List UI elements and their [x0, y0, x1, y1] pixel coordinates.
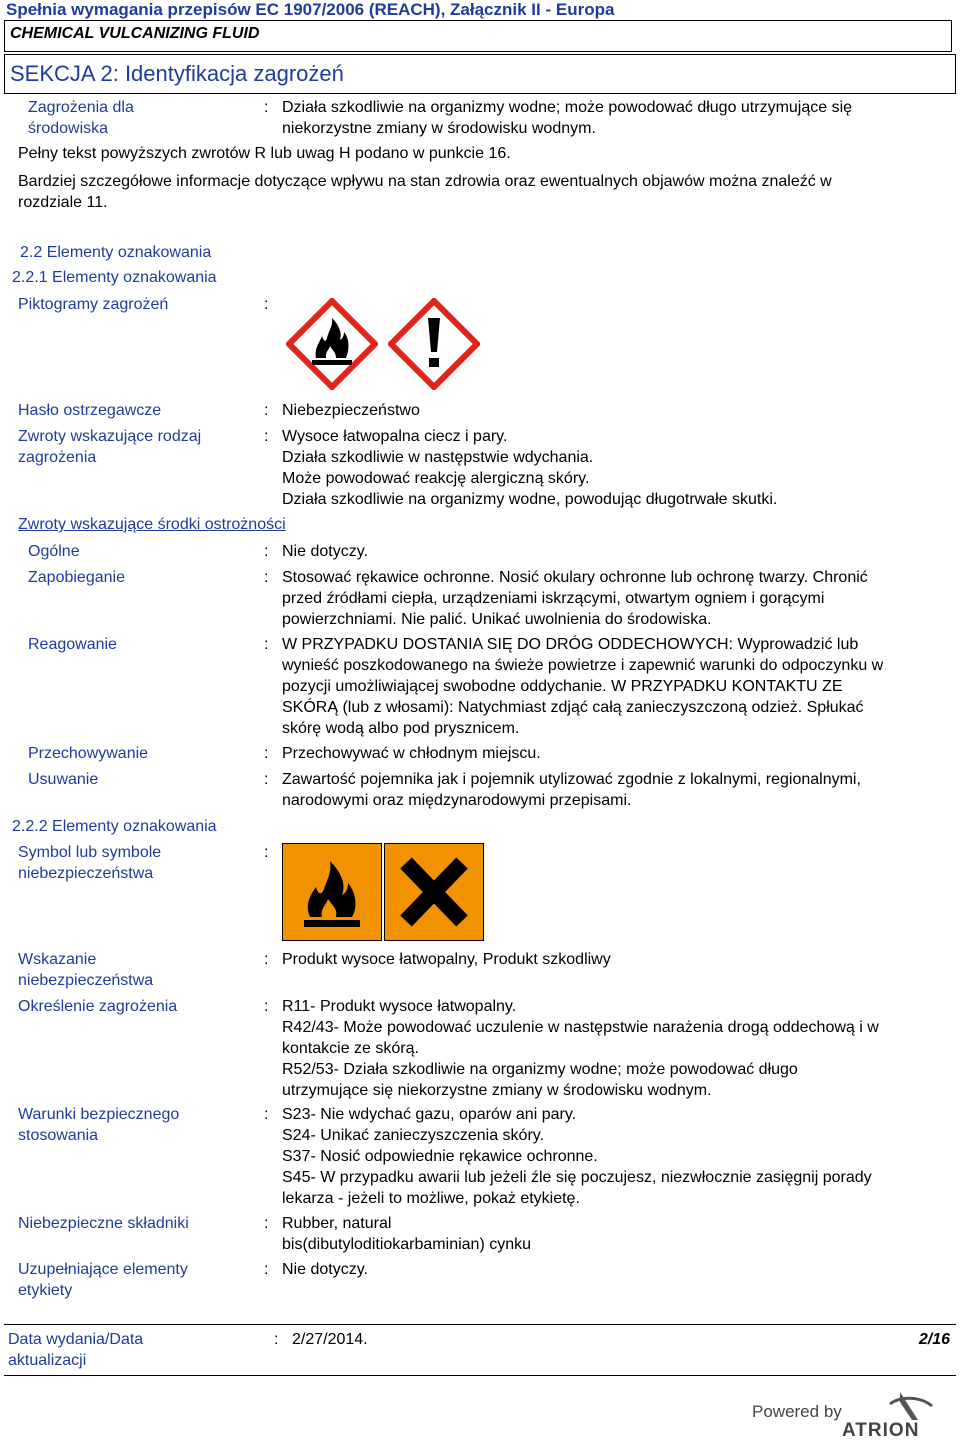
eu-harmful-icon — [384, 843, 484, 941]
hazard-statements-list — [282, 426, 777, 510]
section-title: SEKCJA 2: Identyfikacja zagrożeń — [10, 61, 344, 86]
hazard-statements-label — [18, 426, 201, 468]
response-line: pozycji umożliwiającej swobodne oddychanie. W PRZYPADKU KONTAKTU ZE — [282, 678, 843, 695]
safety-phrases-colon: : — [264, 1106, 269, 1123]
response-colon: : — [264, 636, 269, 653]
storage-colon: : — [264, 745, 269, 762]
supplementary-value: Nie dotyczy. — [282, 1261, 368, 1278]
footer-date: 2/27/2014. — [292, 1331, 368, 1348]
safety-label-line1: Warunki bezpiecznego — [18, 1106, 180, 1123]
general-value: Nie dotyczy. — [282, 543, 368, 560]
regulation-banner: Spełnia wymagania przepisów EC 1907/2006 (REACH), Załącznik II - Europa — [6, 0, 615, 19]
safety-label-line2: stosowania — [18, 1127, 99, 1144]
ghs-flame-icon — [286, 298, 378, 390]
symbol-label-line1: Symbol lub symbole — [18, 844, 162, 861]
safety-phrases-label — [18, 1104, 179, 1146]
note-details-line1: Bardziej szczegółowe informacje dotyczące wpływu na stan zdrowia oraz ewentualnych objawów można znaleźć w — [18, 173, 832, 190]
signal-word-value: Niebezpieczeństwo — [282, 402, 420, 419]
general-colon: : — [264, 543, 269, 560]
risk-line: utrzymujące się niekorzystne zmiany w środowisku wodnym. — [282, 1082, 712, 1099]
indication-label-line1: Wskazanie — [18, 951, 97, 968]
safety-line: lekarza - jeżeli to możliwe, pokaż etykietę. — [282, 1190, 580, 1207]
storage-value: Przechowywać w chłodnym miejscu. — [282, 745, 541, 762]
risk-phrases-label: Określenie zagrożenia — [18, 998, 178, 1015]
disposal-label: Usuwanie — [28, 771, 99, 788]
risk-line: R52/53- Działa szkodliwie na organizmy wodne; może powodować długo — [282, 1061, 798, 1078]
footer-date-label-line1: Data wydania/Data — [8, 1331, 144, 1348]
prevention-line: powierzchniami. Nie palić. Unikać uwolnienia do środowiska. — [282, 611, 712, 628]
response-label: Reagowanie — [28, 636, 117, 653]
env-hazard-value-line2: niekorzystne zmiany w środowisku wodnym. — [282, 120, 596, 137]
prevention-line: przed źródłami ciepła, urządzeniami iskrzącymi, otwartym ogniem i gorącymi — [282, 590, 825, 607]
hazard-statement: Wysoce łatwopalna ciecz i pary. — [282, 428, 508, 445]
risk-line: kontakcie ze skórą. — [282, 1040, 419, 1057]
footer-box — [4, 1324, 956, 1376]
hazard-statement: Działa szkodliwie w następstwie wdychania. — [282, 449, 594, 466]
supplementary-label-line2: etykiety — [18, 1282, 73, 1299]
page-number: 2/16 — [918, 1331, 950, 1348]
safety-phrases-value — [282, 1104, 872, 1209]
risk-phrases-colon: : — [264, 998, 269, 1015]
response-line: skórę wodą albo pod prysznicem. — [282, 720, 520, 737]
env-hazard-label-line2: środowiska — [28, 120, 109, 137]
safety-line: S37- Nosić odpowiednie rękawice ochronne. — [282, 1148, 598, 1165]
note-details — [18, 171, 832, 213]
note-full-text: Pełny tekst powyższych zwrotów R lub uwag H podano w punkcie 16. — [18, 145, 511, 162]
powered-by: Powered by — [752, 1402, 842, 1421]
ingredients-value — [282, 1213, 531, 1255]
general-label: Ogólne — [28, 543, 80, 560]
response-value — [282, 634, 883, 739]
heading-2-2-2: 2.2.2 Elementy oznakowania — [12, 818, 217, 835]
disposal-line: narodowymi oraz międzynarodowymi przepisami. — [282, 792, 632, 809]
pictograms-label: Piktogramy zagrożeń — [18, 296, 169, 313]
prevention-line: Stosować rękawice ochronne. Nosić okulary ochronne lub ochronę twarzy. Chronić — [282, 569, 868, 586]
prevention-colon: : — [264, 569, 269, 586]
hazard-statements-colon: : — [264, 428, 269, 445]
ingredient: bis(dibutyloditiokarbaminian) cynku — [282, 1236, 532, 1253]
symbol-label — [18, 842, 161, 884]
env-hazard-label-line1: Zagrożenia dla — [28, 99, 134, 116]
ingredient: Rubber, natural — [282, 1215, 392, 1232]
prevention-label: Zapobieganie — [28, 569, 125, 586]
ingredients-label: Niebezpieczne składniki — [18, 1215, 189, 1232]
note-details-line2: rozdziale 11. — [18, 194, 108, 211]
response-line: W PRZYPADKU DOSTANIA SIĘ DO DRÓG ODDECHOWYCH: Wyprowadzić lub — [282, 636, 859, 653]
indication-colon: : — [264, 951, 269, 968]
product-name: CHEMICAL VULCANIZING FLUID — [10, 25, 260, 42]
safety-line: S23- Nie wdychać gazu, oparów ani pary. — [282, 1106, 577, 1123]
footer-date-label-line2: aktualizacji — [8, 1352, 87, 1369]
risk-line: R11- Produkt wysoce łatwopalny. — [282, 998, 517, 1015]
env-hazard-label — [28, 97, 134, 139]
indication-value: Produkt wysoce łatwopalny, Produkt szkodliwy — [282, 951, 611, 968]
prevention-value — [282, 567, 868, 630]
footer-colon: : — [274, 1331, 279, 1348]
hazard-statement: Może powodować reakcję alergiczną skóry. — [282, 470, 590, 487]
disposal-line: Zawartość pojemnika jak i pojemnik utylizować zgodnie z lokalnymi, regionalnymi, — [282, 771, 861, 788]
precautionary-heading: Zwroty wskazujące środki ostrożności — [18, 516, 286, 533]
safety-line: S24- Unikać zanieczyszczenia skóry. — [282, 1127, 545, 1144]
risk-line: R42/43- Może powodować uczulenie w następstwie narażenia drogą oddechową i w — [282, 1019, 879, 1036]
pictograms-colon: : — [264, 296, 269, 313]
symbol-label-line2: niebezpieczeństwa — [18, 865, 154, 882]
atrion-brand: ATRION — [842, 1420, 920, 1441]
disposal-colon: : — [264, 771, 269, 788]
risk-phrases-value — [282, 996, 879, 1101]
eu-flammable-icon — [282, 843, 382, 941]
safety-line: S45- W przypadku awarii lub jeżeli źle się poczujesz, niezwłocznie zasięgnij porady — [282, 1169, 872, 1186]
indication-label-line2: niebezpieczeństwa — [18, 972, 154, 989]
env-hazard-value-line1: Działa szkodliwie na organizmy wodne; może powodować długo utrzymujące się — [282, 99, 853, 116]
response-line: wynieść poszkodowanego na świeże powietrze i zapewnić warunki do odpoczynku w — [282, 657, 884, 674]
hazard-statement: Działa szkodliwie na organizmy wodne, powodując długotrwałe skutki. — [282, 491, 778, 508]
heading-2-2: 2.2 Elementy oznakowania — [20, 244, 212, 261]
storage-label: Przechowywanie — [28, 745, 149, 762]
ghs-exclamation-icon — [388, 298, 480, 390]
symbol-colon: : — [264, 844, 269, 861]
signal-word-colon: : — [264, 402, 269, 419]
supplementary-colon: : — [264, 1261, 269, 1278]
disposal-value — [282, 769, 861, 811]
supplementary-label-line1: Uzupełniające elementy — [18, 1261, 188, 1278]
ingredients-colon: : — [264, 1215, 269, 1232]
signal-word-label: Hasło ostrzegawcze — [18, 402, 162, 419]
heading-2-2-1: 2.2.1 Elementy oznakowania — [12, 269, 217, 286]
hazard-statements-label-line1: Zwroty wskazujące rodzaj — [18, 428, 202, 445]
env-hazard-colon: : — [264, 99, 269, 116]
env-hazard-value — [282, 97, 852, 139]
response-line: SKÓRĄ (lub z włosami): Natychmiast zdjąć całą zanieczyszczoną odzież. Spłukać — [282, 699, 864, 716]
indication-label — [18, 949, 153, 991]
hazard-statements-label-line2: zagrożenia — [18, 449, 97, 466]
supplementary-label — [18, 1259, 188, 1301]
footer-date-label — [8, 1329, 143, 1371]
